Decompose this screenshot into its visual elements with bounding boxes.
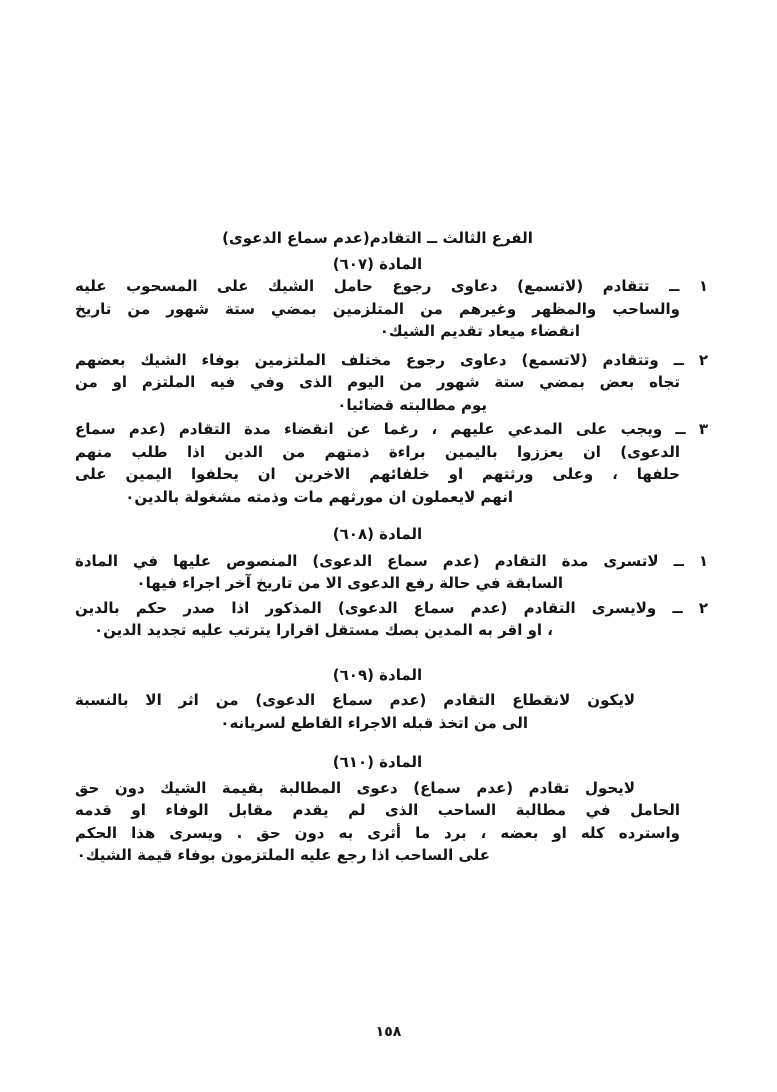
article-608-paragraph-1 <box>75 550 708 595</box>
text-line: لايكون لانقطاع التقادم (عدم سماع الدعوى) من اثر الا بالنسبة <box>75 691 635 709</box>
text-line: يوم مطالبته قضائيا٠ <box>337 395 487 414</box>
text-line: ١ ــ لاتسرى مدة التقادم (عدم سماع الدعوى) المنصوص عليها في المادة <box>75 551 708 570</box>
page-number: ١٥٨ <box>375 1024 402 1040</box>
article-608-heading: المادة (٦٠٨) <box>332 525 423 543</box>
article-608 <box>75 523 708 642</box>
text-line: ٢ ــ وتتقادم (لاتسمع) دعاوى رجوع مختلف الملتزمين بوفاء الشيك بعضهم <box>75 350 708 369</box>
article-607-paragraph-3 <box>75 418 708 508</box>
text-line: لايحول تقادم (عدم سماع) دعوى المطالبة بقيمة الشيك دون حق <box>75 778 635 797</box>
article-609 <box>75 664 680 735</box>
article-607-heading: المادة (٦٠٧) <box>332 254 423 273</box>
text-line: والساحب والمظهر وغيرهم من المتلزمين بمضي ستة شهور من تاريخ <box>75 299 680 318</box>
article-607-paragraph-2 <box>75 349 708 417</box>
text-line: الدعوى) ان يعززوا باليمين براءة ذمتهم من الدين اذا طلب منهم <box>75 442 680 461</box>
text-line: الى من اتخذ قبله الاجراء القاطع لسريانه٠ <box>220 713 528 732</box>
section-title: الفرع الثالث ــ التقادم(عدم سماع الدعوى) <box>222 229 533 247</box>
page-content <box>75 227 708 867</box>
article-607-paragraph-1 <box>75 275 708 343</box>
article-607 <box>75 253 708 509</box>
text-line: واسترده كله او بعضه ، برد ما أثرى به دون حق . ويسرى هذا الحكم <box>75 823 680 842</box>
text-line: حلفها ، وعلى ورثتهم او خلفائهم الاخرين ان يحلفوا اليمين على <box>75 465 680 483</box>
text-line: انهم لايعملون ان مورثهم مات وذمته مشغولة بالدين٠ <box>125 487 513 506</box>
article-610-paragraph-1 <box>75 777 680 867</box>
article-610 <box>75 751 680 867</box>
text-line: ٢ ــ ولايسرى التقادم (عدم سماع الدعوى) المذكور اذا صدر حكم بالدين <box>75 598 708 617</box>
article-608-paragraph-2 <box>75 597 708 642</box>
text-line: السابقة في حالة رفع الدعوى الا من تاريخ آخر اجراء فيها٠ <box>136 574 563 592</box>
text-line: ١ ــ تتقادم (لاتسمع) دعاوى رجوع حامل الشيك على المسحوب عليه <box>75 277 708 295</box>
text-line: على الساحب اذا رجع عليه الملتزمون بوفاء قيمة الشيك٠ <box>76 846 490 864</box>
text-line: تجاه بعض بمضي ستة شهور من اليوم الذى وفي فيه الملتزم او من <box>75 373 680 391</box>
text-line: ٣ ــ ويجب على المدعي عليهم ، رغما عن انقضاء مدة التقادم (عدم سماع <box>75 420 708 438</box>
article-609-paragraph-1 <box>75 689 680 734</box>
text-line: ، او اقر به المدين بصك مستقل اقرارا يترتب عليه تجديد الدين٠ <box>93 621 553 639</box>
article-610-heading: المادة (٦١٠) <box>332 753 423 771</box>
text-line: انقضاء ميعاد تقديم الشيك٠ <box>379 322 580 340</box>
article-609-heading: المادة (٦٠٩) <box>332 665 423 684</box>
text-line: الحامل في مطالبة الساحب الذى لم يقدم مقابل الوفاء او قدمه <box>75 801 680 819</box>
